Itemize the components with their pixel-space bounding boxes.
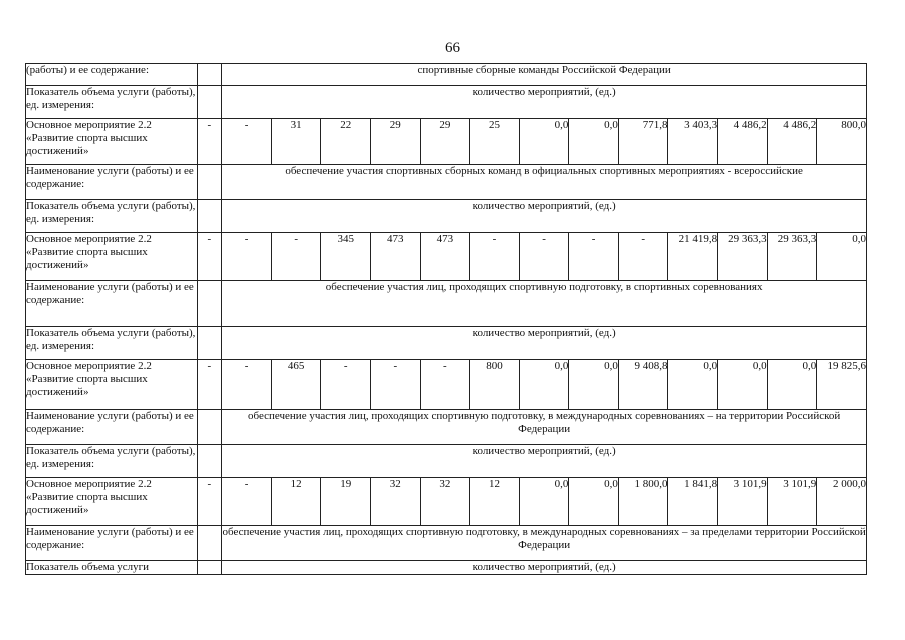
value-cell: 25 — [470, 119, 520, 165]
value-cell: 4 486,2 — [718, 119, 768, 165]
table-row — [26, 165, 867, 200]
table-row — [26, 119, 867, 165]
value-cell: 3 403,3 — [668, 119, 718, 165]
value-cell: 2 000,0 — [817, 478, 867, 526]
budget-table — [25, 63, 867, 575]
value-cell: - — [470, 233, 520, 281]
table-row — [26, 478, 867, 526]
main-event-label: Основное мероприятие 2.2 «Развитие спорта высших достижений» — [26, 119, 198, 165]
table-row — [26, 561, 867, 575]
value-cell: 32 — [371, 478, 421, 526]
value-cell: 0,0 — [718, 360, 768, 410]
table-row — [26, 200, 867, 233]
value-cell: 473 — [371, 233, 421, 281]
value-cell: 9 408,8 — [618, 360, 668, 410]
value-cell: 0,0 — [569, 119, 619, 165]
volume-indicator-label: Показатель объема услуги — [26, 561, 198, 575]
service-description: обеспечение участия лиц, проходящих спортивную подготовку, в спортивных соревнованиях — [222, 281, 867, 327]
service-description: спортивные сборные команды Российской Федерации — [222, 64, 867, 86]
volume-indicator-label: Показатель объема услуги (работы), ед. измерения: — [26, 327, 198, 360]
table-row — [26, 327, 867, 360]
value-cell: 4 486,2 — [767, 119, 817, 165]
value-cell: - — [197, 233, 222, 281]
value-cell: 12 — [470, 478, 520, 526]
value-cell: 3 101,9 — [718, 478, 768, 526]
value-cell: 0,0 — [519, 478, 569, 526]
table-row — [26, 233, 867, 281]
page-number: 66 — [445, 40, 460, 56]
service-name-label: Наименование услуги (работы) и ее содержание: — [26, 281, 198, 327]
unit-description: количество мероприятий, (ед.) — [222, 561, 867, 575]
value-cell: - — [618, 233, 668, 281]
value-cell: 21 419,8 — [668, 233, 718, 281]
value-cell: 0,0 — [817, 233, 867, 281]
value-cell: 3 101,9 — [767, 478, 817, 526]
value-cell: - — [222, 478, 272, 526]
value-cell: 12 — [271, 478, 321, 526]
volume-indicator-label: Показатель объема услуги (работы), ед. измерения: — [26, 86, 198, 119]
value-cell: 771,8 — [618, 119, 668, 165]
value-cell: - — [197, 478, 222, 526]
main-event-label: Основное мероприятие 2.2 «Развитие спорта высших достижений» — [26, 233, 198, 281]
value-cell: 0,0 — [519, 119, 569, 165]
value-cell: - — [222, 233, 272, 281]
value-cell: 0,0 — [668, 360, 718, 410]
service-description: обеспечение участия лиц, проходящих спортивную подготовку, в международных соревнованиях – на территории Российской Федерации — [222, 410, 867, 445]
value-cell: 29 — [371, 119, 421, 165]
main-event-label: Основное мероприятие 2.2 «Развитие спорта высших достижений» — [26, 478, 198, 526]
service-name-label: Наименование услуги (работы) и ее содержание: — [26, 165, 198, 200]
value-cell: - — [222, 360, 272, 410]
table-row — [26, 445, 867, 478]
table-row — [26, 526, 867, 561]
value-cell: - — [197, 119, 222, 165]
value-cell: 0,0 — [569, 478, 619, 526]
value-cell: - — [271, 233, 321, 281]
value-cell: - — [222, 119, 272, 165]
main-event-label: Основное мероприятие 2.2 «Развитие спорта высших достижений» — [26, 360, 198, 410]
value-cell: 22 — [321, 119, 371, 165]
unit-description: количество мероприятий, (ед.) — [222, 445, 867, 478]
service-name-label-tail: (работы) и ее содержание: — [26, 64, 198, 86]
service-description: обеспечение участия лиц, проходящих спортивную подготовку, в международных соревнованиях – за пределами территории Российской Федерации — [222, 526, 867, 561]
value-cell: 0,0 — [767, 360, 817, 410]
value-cell: 345 — [321, 233, 371, 281]
value-cell: - — [519, 233, 569, 281]
service-name-label: Наименование услуги (работы) и ее содержание: — [26, 410, 198, 445]
table-row — [26, 360, 867, 410]
value-cell: 800,0 — [817, 119, 867, 165]
value-cell: 800 — [470, 360, 520, 410]
value-cell: - — [321, 360, 371, 410]
volume-indicator-label: Показатель объема услуги (работы), ед. измерения: — [26, 200, 198, 233]
value-cell: 0,0 — [569, 360, 619, 410]
value-cell: 1 841,8 — [668, 478, 718, 526]
service-name-label: Наименование услуги (работы) и ее содержание: — [26, 526, 198, 561]
value-cell: 29 363,3 — [767, 233, 817, 281]
table-row — [26, 86, 867, 119]
unit-description: количество мероприятий, (ед.) — [222, 327, 867, 360]
unit-description: количество мероприятий, (ед.) — [222, 86, 867, 119]
value-cell: 32 — [420, 478, 470, 526]
value-cell: - — [197, 360, 222, 410]
value-cell: - — [569, 233, 619, 281]
value-cell: - — [371, 360, 421, 410]
volume-indicator-label: Показатель объема услуги (работы), ед. измерения: — [26, 445, 198, 478]
table-row — [26, 410, 867, 445]
service-description: обеспечение участия спортивных сборных команд в официальных спортивных мероприятиях - всероссийские — [222, 165, 867, 200]
value-cell: 31 — [271, 119, 321, 165]
value-cell: - — [420, 360, 470, 410]
value-cell: 465 — [271, 360, 321, 410]
value-cell: 473 — [420, 233, 470, 281]
value-cell: 29 — [420, 119, 470, 165]
table-row — [26, 281, 867, 327]
value-cell: 0,0 — [519, 360, 569, 410]
value-cell: 19 — [321, 478, 371, 526]
unit-description: количество мероприятий, (ед.) — [222, 200, 867, 233]
value-cell: 29 363,3 — [718, 233, 768, 281]
value-cell: 1 800,0 — [618, 478, 668, 526]
table-row — [26, 64, 867, 86]
value-cell: 19 825,6 — [817, 360, 867, 410]
